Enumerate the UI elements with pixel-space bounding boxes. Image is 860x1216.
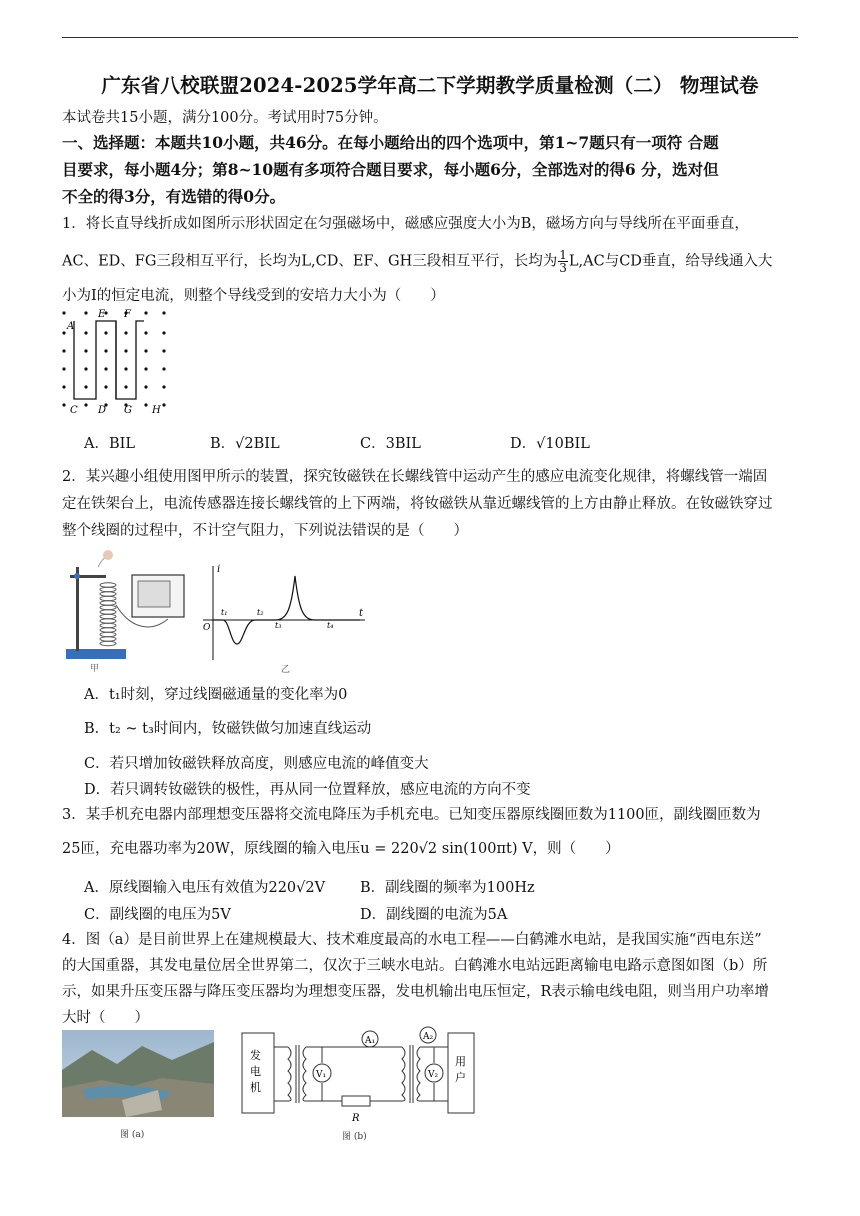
field-dot (84, 385, 87, 388)
resistor-R (342, 1096, 370, 1106)
coil-turn (100, 619, 116, 623)
field-dot (144, 367, 147, 370)
fraction-denominator: 3 (559, 261, 567, 275)
field-dot (124, 385, 127, 388)
field-dot (162, 385, 165, 388)
coil-turn (100, 632, 116, 636)
field-dot (104, 331, 107, 334)
sensor-screen (138, 581, 170, 607)
q2-option-b[interactable]: B．t₂ ~ t₃时间内，钕磁铁做匀加速直线运动 (84, 721, 372, 737)
generator-label-3: 机 (250, 1081, 261, 1094)
field-dot (162, 311, 165, 314)
field-dot (124, 349, 127, 352)
label-A: A (67, 321, 75, 332)
hand-fingertip-icon (103, 550, 113, 560)
generator-label-2: 电 (250, 1065, 261, 1078)
q1-magnetic-field-figure (58, 305, 173, 417)
q1-line-1: 1．将长直导线折成如图所示形状固定在匀强磁场中，磁感应强度大小为B，磁场方向与导线所在平面垂直， (62, 216, 749, 232)
origin-label: O (203, 623, 211, 633)
field-dot (124, 367, 127, 370)
label-t3: t₃ (275, 621, 282, 630)
field-dot (84, 331, 87, 334)
user-label-1: 用 (455, 1055, 466, 1068)
q2-option-d[interactable]: D．若只调转钕磁铁的极性，再从同一位置释放，感应电流的方向不变 (84, 782, 531, 798)
field-dot (104, 349, 107, 352)
field-dot (144, 311, 147, 314)
q1-option-d[interactable]: D．√10BIL (510, 436, 590, 452)
field-dot (104, 385, 107, 388)
field-dot (62, 367, 65, 370)
field-dot (162, 331, 165, 334)
label-F: F (124, 309, 131, 320)
q3-option-c[interactable]: C．副线圈的电压为5V (84, 907, 231, 923)
label-jia: 甲 (90, 664, 100, 674)
q3-option-b[interactable]: B．副线圈的频率为100Hz (360, 880, 535, 896)
label-t4: t₄ (327, 621, 334, 630)
field-dot (162, 403, 165, 406)
q4-line-2: 的大国重器，其发电量位居全世界第二，仅次于三峡水电站。白鹤滩水电站远距离输电电路示意图如图（b）所 (62, 958, 768, 974)
q4-line-4: 大时（ ） (62, 1010, 149, 1026)
q2-apparatus-figure (58, 545, 198, 675)
q2-line-1: 2．某兴趣小组使用图甲所示的装置，探究钕磁铁在长螺线管中运动产生的感应电流变化规律，将螺线管一端固 (62, 469, 768, 485)
user-label-2: 户 (455, 1071, 466, 1084)
coil-turn (100, 641, 116, 645)
stand-rod (76, 567, 79, 651)
field-dot (162, 367, 165, 370)
generator-label-1: 发 (250, 1049, 261, 1062)
q3-option-d[interactable]: D．副线圈的电流为5A (360, 907, 508, 923)
q2-line-2: 定在铁架台上，电流传感器连接长螺线管的上下两端，将钕磁铁从靠近螺线管的上方由静止释放。在钕磁铁穿过 (62, 496, 773, 512)
fraction-one-third (558, 249, 568, 274)
ammeter-A2-label: A₂ (423, 1032, 434, 1042)
coil-turn (100, 628, 116, 632)
q1-option-b[interactable]: B．√2BIL (210, 436, 280, 452)
label-t2: t₂ (257, 608, 264, 617)
label-G: G (124, 405, 132, 416)
coil-turn (100, 587, 116, 591)
field-dot (84, 367, 87, 370)
q1-line-2a: AC、ED、FG三段相互平行，长均为L,CD、EF、GH三段相互平行，长均为 (62, 253, 558, 270)
q4-hydropower-photo (62, 1030, 214, 1145)
fig-b-caption: 图 (b) (342, 1132, 367, 1142)
stand-clamp (74, 573, 80, 579)
label-t1: t₁ (221, 608, 228, 617)
axis-i-label: i (217, 564, 221, 575)
q2-line-3: 整个线圈的过程中，不计空气阻力，下列说法错误的是（ ） (62, 523, 468, 539)
page-title: 广东省八校联盟2024-2025学年高二下学期教学质量检测（二） 物理试卷 (101, 74, 759, 97)
q3-line-1: 3．某手机充电器内部理想变压器将交流电降压为手机充电。已知变压器原线圈匝数为1100匝，副线圈匝数为 (62, 807, 761, 823)
field-dot (84, 311, 87, 314)
current-curve (213, 576, 360, 644)
section1-line-1: 一、选择题：本题共10小题，共46分。在每小题给出的四个选项中，第1~7题只有一项符 合题 (62, 133, 719, 152)
ammeter-A1-label: A₁ (365, 1036, 376, 1046)
intro-text: 本试卷共15小题，满分100分。考试用时75分钟。 (62, 110, 388, 126)
q2-current-graph (195, 560, 370, 675)
coil-turn (100, 637, 116, 641)
field-dot (144, 349, 147, 352)
q1-option-a[interactable]: A．BIL (84, 436, 135, 452)
coil-turn (100, 605, 116, 609)
label-yi: 乙 (281, 665, 291, 675)
q3-line-2: 25匝，充电器功率为20W，原线圈的输入电压u = 220√2 sin(100πt) V，则（ ） (62, 841, 620, 857)
q1-line-3: 小为I的恒定电流，则整个导线受到的安培力大小为（ ） (62, 288, 445, 304)
coil-turn (100, 596, 116, 600)
label-C: C (70, 405, 78, 416)
field-dot (62, 311, 65, 314)
field-dot (62, 403, 65, 406)
voltmeter-V1-label: V₁ (316, 1070, 327, 1080)
field-dot (84, 349, 87, 352)
field-dot (62, 385, 65, 388)
label-D: D (98, 405, 107, 416)
q2-option-c[interactable]: C．若只增加钕磁铁释放高度，则感应电流的峰值变大 (84, 756, 429, 772)
fraction-numerator: 1 (559, 248, 567, 262)
q2-option-a[interactable]: A．t₁时刻，穿过线圈磁通量的变化率为0 (84, 687, 348, 703)
coil-turn (100, 592, 116, 596)
step-up-transformer (274, 1045, 306, 1103)
field-dot (62, 331, 65, 334)
section1-line-3: 不全的得3分，有选错的得0分。 (62, 187, 286, 206)
resistor-label: R (352, 1113, 360, 1124)
field-dot (62, 349, 65, 352)
field-dots (62, 311, 165, 406)
q1-line-2b: L,AC与CD垂直，给导线通入大 (568, 253, 773, 270)
q1-option-c[interactable]: C．3BIL (360, 436, 421, 452)
field-dot (162, 349, 165, 352)
label-H: H (152, 405, 161, 416)
coil-turn (100, 610, 116, 614)
field-dot (124, 331, 127, 334)
voltmeter-V2-label: V₂ (428, 1070, 439, 1080)
section1-line-2: 目要求，每小题4分；第8~10题有多项符合题目要求，每小题6分，全部选对的得6 分，选对但 (62, 160, 719, 179)
header-rule (62, 37, 798, 38)
field-dot (84, 403, 87, 406)
coil-turn (100, 623, 116, 627)
field-dot (144, 385, 147, 388)
solenoid-coil (100, 583, 116, 646)
field-dot (144, 403, 147, 406)
q4-transmission-circuit (238, 1025, 478, 1145)
field-dot (144, 331, 147, 334)
axis-t-label: t (359, 608, 364, 619)
coil-turn (100, 583, 116, 587)
q1-line-2 (62, 249, 772, 274)
field-dot (104, 367, 107, 370)
label-E: E (98, 309, 106, 320)
stand-base (66, 649, 126, 659)
coil-turn (100, 601, 116, 605)
fig-a-caption: 图 (a) (120, 1130, 145, 1140)
q4-line-3: 示，如果升压变压器与降压变压器均为理想变压器，发电机输出电压恒定，R表示输电线电阻，则当用户功率增 (62, 984, 769, 1000)
coil-turn (100, 614, 116, 618)
q4-line-1: 4．图（a）是目前世界上在建规模最大、技术难度最高的水电工程——白鹤滩水电站，是我国实施“西电东送” (62, 932, 762, 948)
q3-option-a[interactable]: A．原线圈输入电压有效值为220√2V (84, 880, 326, 896)
